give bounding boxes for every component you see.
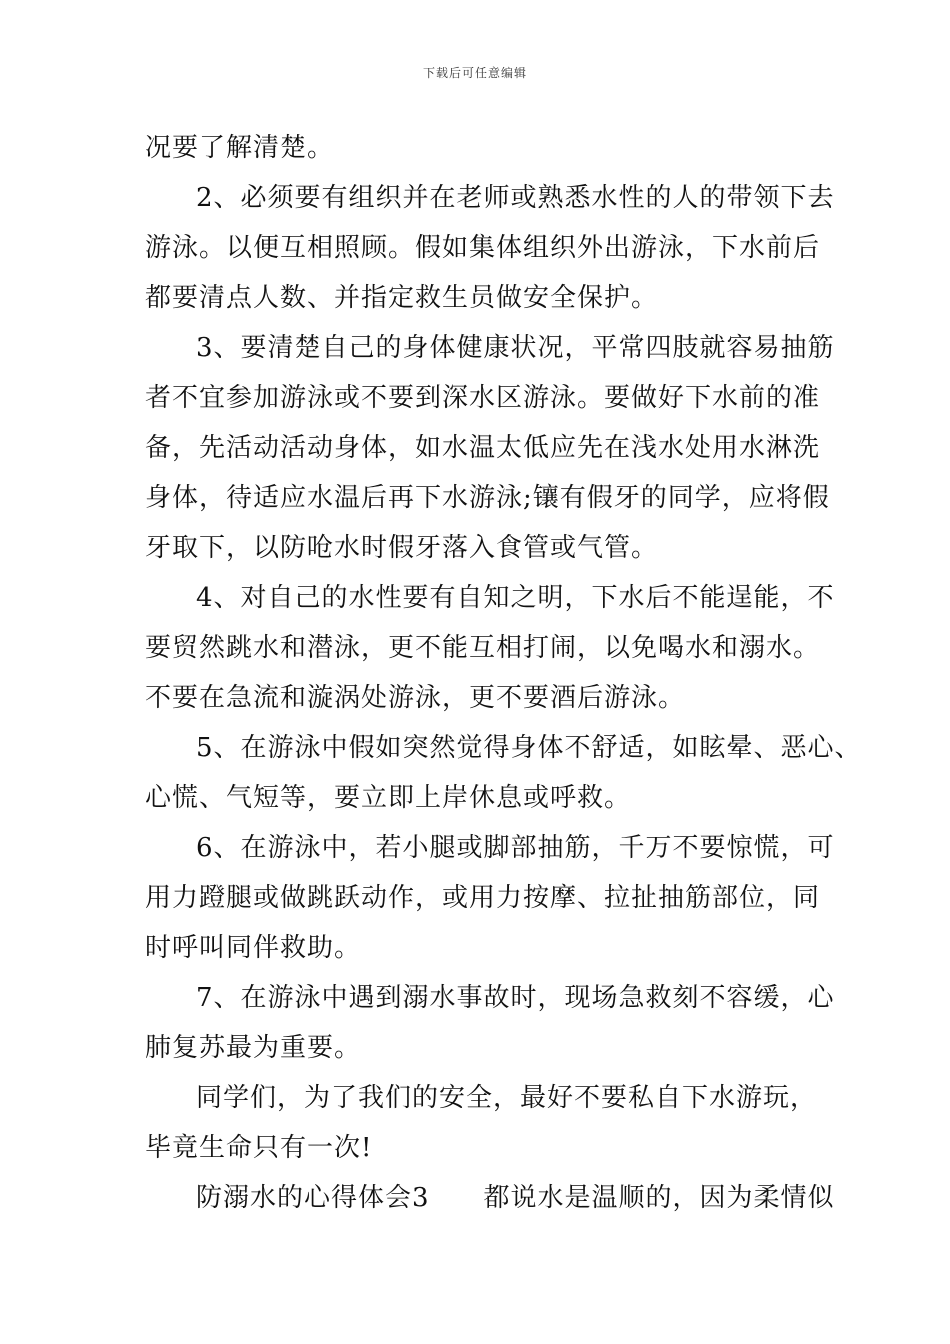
text-line: 5、在游泳中假如突然觉得身体不舒适，如眩晕、恶心、 <box>196 733 862 763</box>
text-line: 备，先活动活动身体，如水温太低应先在浅水处用水淋洗 <box>145 433 821 463</box>
text-line: 4、对自己的水性要有自知之明，下水后不能逞能，不 <box>196 583 835 613</box>
text-line: 牙取下，以防呛水时假牙落入食管或气管。 <box>145 533 659 563</box>
text-line: 同学们，为了我们的安全，最好不要私自下水游玩， <box>196 1083 818 1113</box>
text-line: 游泳。以便互相照顾。假如集体组织外出游泳，下水前后 <box>145 233 821 263</box>
page-header: 下载后可任意编辑 <box>422 66 527 80</box>
text-line: 防溺水的心得体会3 都说水是温顺的，因为柔情似 <box>196 1183 835 1213</box>
text-line: 时呼叫同伴救助。 <box>145 933 362 963</box>
text-line: 2、必须要有组织并在老师或熟悉水性的人的带领下去 <box>196 183 835 213</box>
text-line: 心慌、气短等，要立即上岸休息或呼救。 <box>145 783 632 813</box>
text-line: 都要清点人数、并指定救生员做安全保护。 <box>145 283 659 313</box>
text-line: 身体，待适应水温后再下水游泳;镶有假牙的同学，应将假 <box>145 483 830 513</box>
text-line: 不要在急流和漩涡处游泳，更不要酒后游泳。 <box>145 683 686 713</box>
text-line: 要贸然跳水和潜泳，更不能互相打闹，以免喝水和溺水。 <box>145 633 821 663</box>
text-line: 者不宜参加游泳或不要到深水区游泳。要做好下水前的准 <box>145 383 821 413</box>
text-line: 用力蹬腿或做跳跃动作，或用力按摩、拉扯抽筋部位，同 <box>145 883 821 913</box>
text-line: 毕竟生命只有一次! <box>145 1133 373 1163</box>
text-line: 肺复苏最为重要。 <box>145 1033 362 1063</box>
text-line: 7、在游泳中遇到溺水事故时，现场急救刻不容缓，心 <box>196 983 835 1013</box>
text-line: 况要了解清楚。 <box>145 133 335 163</box>
text-line: 3、要清楚自己的身体健康状况，平常四肢就容易抽筋 <box>196 333 835 363</box>
text-line: 6、在游泳中，若小腿或脚部抽筋，千万不要惊慌，可 <box>196 833 835 863</box>
